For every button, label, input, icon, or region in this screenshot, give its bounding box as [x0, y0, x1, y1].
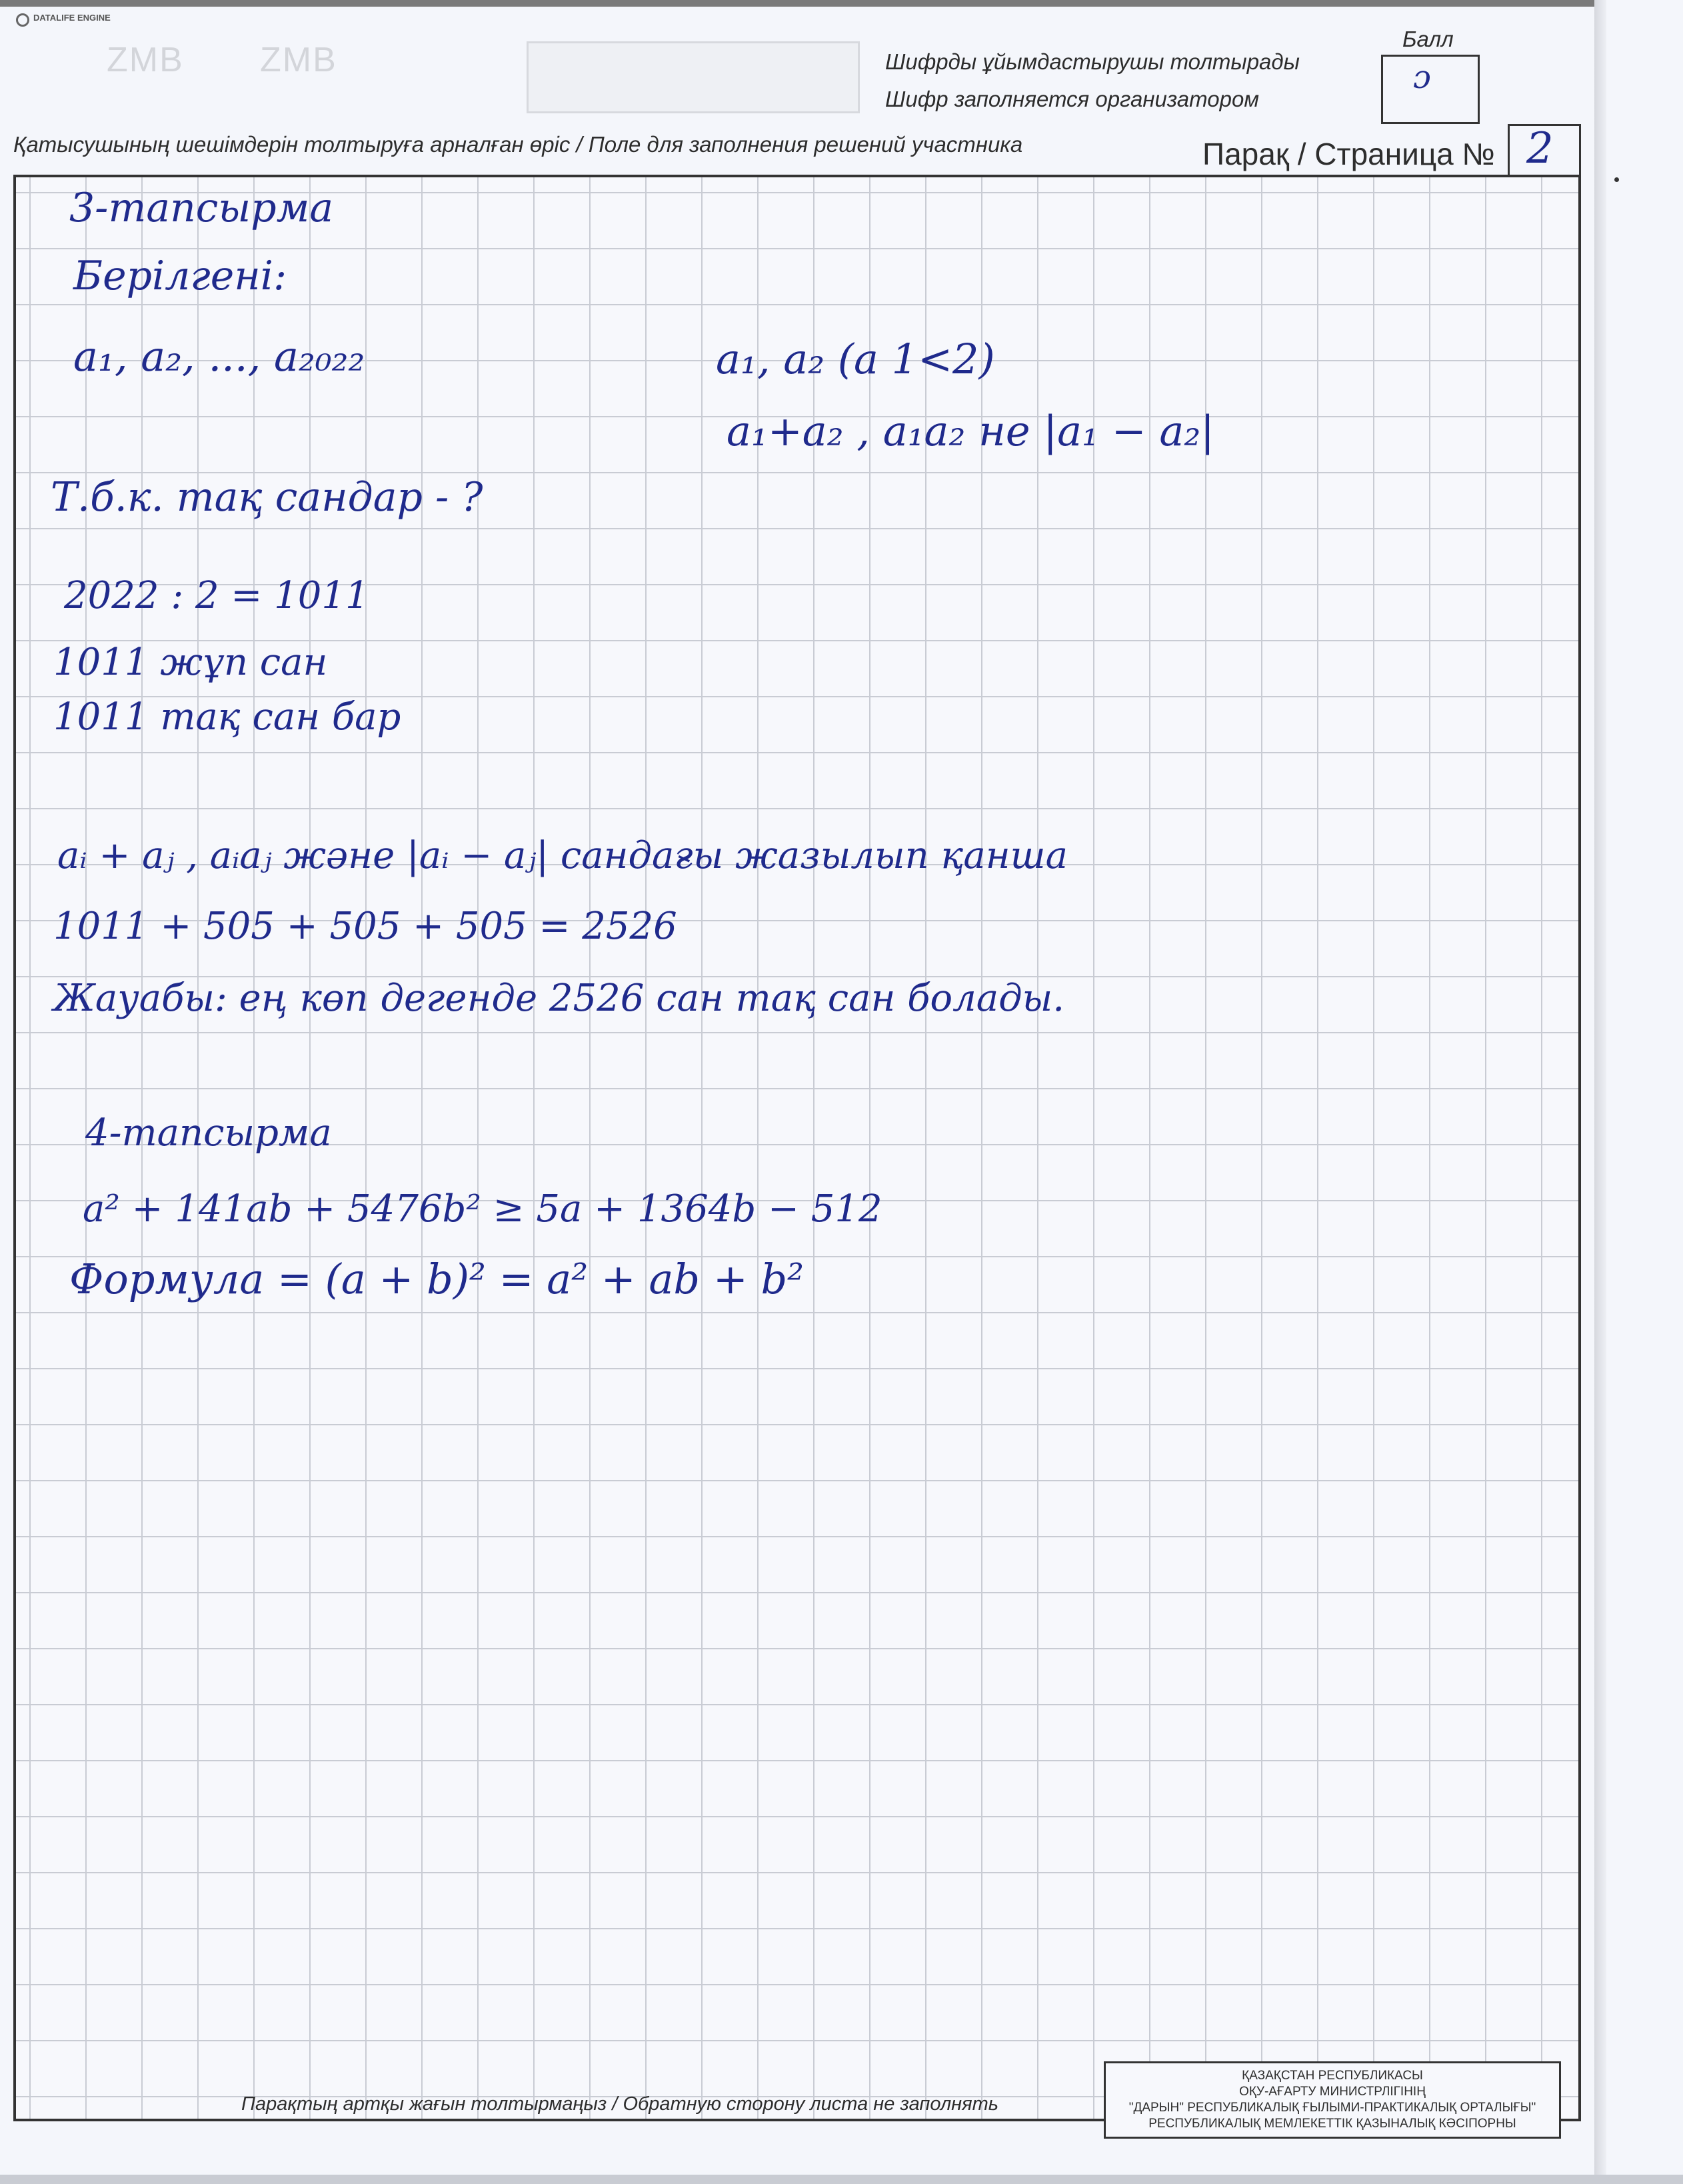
organization-stamp — [1104, 2061, 1561, 2139]
given-label: Берілгені: — [73, 253, 287, 299]
task3-title: 3-тапсырма — [69, 185, 334, 231]
cipher-box — [527, 41, 860, 113]
stamp-line-4: РЕСПУБЛИКАЛЫҚ МЕМЛЕКЕТТІК ҚАЗЫНАЛЫҚ КӘСІПОРНЫ — [1148, 2117, 1516, 2131]
cipher-label-ru: Шифр заполняется организатором — [885, 87, 1259, 111]
solution-field-label: Қатысушының шешімдерін толтыруға арналған өріс / Поле для заполнения решений участника — [13, 132, 1023, 157]
even-count-line: 1011 жұп сан — [53, 641, 328, 684]
pair-line: a₁, a₂ (a 1<2) — [716, 335, 995, 383]
question-line: Т.б.к. тақ сандар - ? — [51, 474, 483, 521]
operations-line: a₁+a₂ , a₁a₂ не |a₁ − a₂| — [727, 407, 1215, 455]
scan-edge-right — [1594, 0, 1606, 2184]
stamp-line-1: ҚАЗАҚСТАН РЕСПУБЛИКАСЫ — [1242, 2069, 1423, 2083]
scan-dot — [1614, 177, 1619, 182]
stamp-line-3: "ДАРЫН" РЕСПУБЛИКАЛЫҚ ҒЫЛЫМИ-ПРАКТИКАЛЫҚ ОРТАЛЫҒЫ" — [1128, 2101, 1536, 2115]
task4-title: 4-тапсырма — [85, 1111, 332, 1155]
stamp-line-2: ОҚУ-АҒАРТУ МИНИСТРЛІГІНІҢ — [1239, 2085, 1426, 2099]
footer-note: Парақтың артқы жағын толтырмаңыз / Обратную сторону листа не заполнять — [241, 2093, 999, 2115]
equation-line: a² + 141ab + 5476b² ≥ 5a + 1364b − 512 — [83, 1187, 882, 1231]
page-number-value: 2 — [1526, 124, 1554, 173]
logo-circle-icon — [16, 13, 29, 27]
score-value: ɔ — [1413, 59, 1431, 96]
score-label: Балл — [1402, 27, 1454, 51]
scan-edge-bottom — [0, 2175, 1683, 2184]
page-number-label: Парақ / Страница № — [1202, 137, 1495, 171]
written-values-line: aᵢ + aⱼ , aᵢaⱼ және |aᵢ − aⱼ| сандағы жазылып қанша — [57, 834, 1068, 877]
watermark-logo-text: DATALIFE ENGINE — [33, 13, 111, 23]
formula-line: Формула = (a + b)² = a² + ab + b² — [69, 1255, 805, 1303]
odd-count-line: 1011 тақ сан бар — [53, 695, 401, 739]
scan-edge-top — [0, 0, 1600, 7]
watermark-logo — [16, 13, 116, 40]
sequence-line: a₁, a₂, ..., a₂₀₂₂ — [73, 332, 365, 381]
calc-division-line: 2022 : 2 = 1011 — [64, 574, 369, 617]
answer-line: Жауабы: ең көп дегенде 2526 сан тақ сан болады. — [53, 977, 1065, 1020]
sum-line: 1011 + 505 + 505 + 505 = 2526 — [53, 905, 677, 948]
faded-code-2: ZMB — [260, 41, 337, 79]
faded-code-1: ZMB — [107, 41, 184, 79]
cipher-label-kz: Шифрды ұйымдастырушы толтырады — [885, 49, 1300, 74]
